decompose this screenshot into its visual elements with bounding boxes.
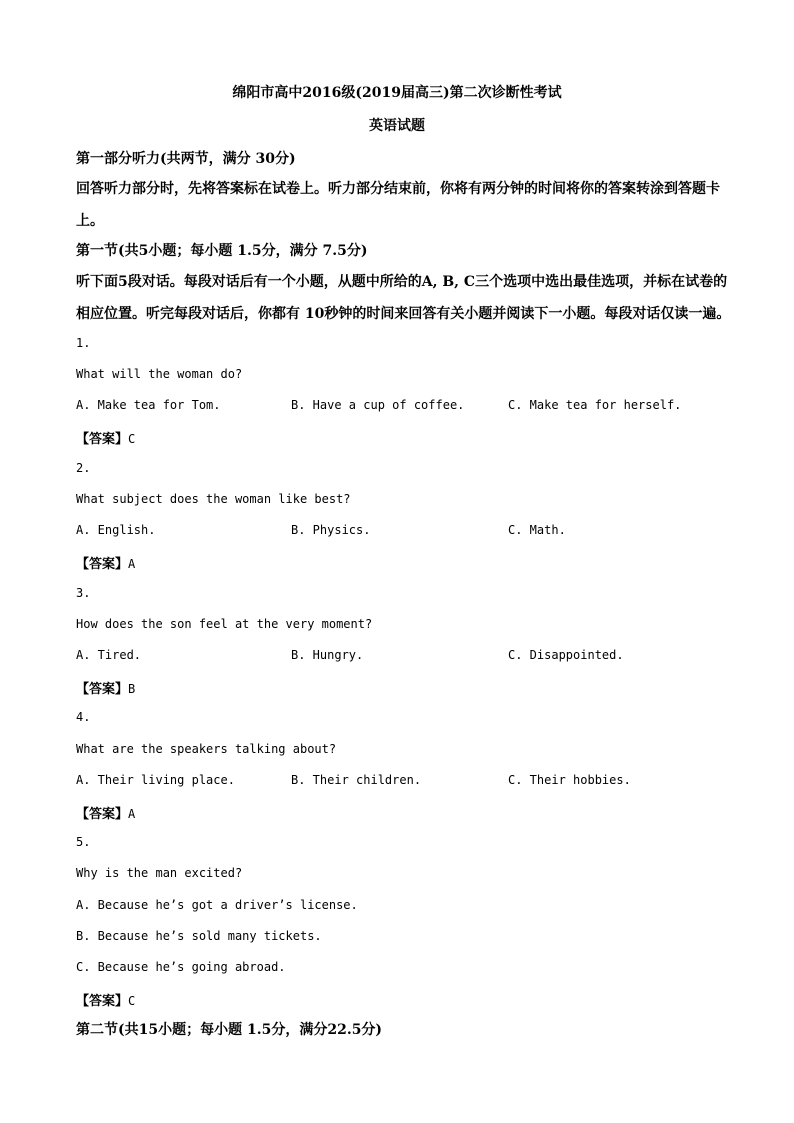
option-b: B. Their children. xyxy=(291,773,422,787)
option-a: A. Because he’s got a driver’s license. xyxy=(76,898,358,912)
answer-value: B xyxy=(128,682,136,696)
answer-line xyxy=(76,990,135,1009)
option-a: A. English. xyxy=(76,523,156,537)
answer-line xyxy=(76,678,135,697)
answer-line xyxy=(76,803,135,822)
question-text: What subject does the woman like best? xyxy=(76,492,351,506)
part1-heading: 第一部分听力(共两节，满分 30分) xyxy=(76,151,296,167)
section1-heading: 第一节(共5小题；每小题 1.5分，满分 7.5分) xyxy=(76,243,368,259)
part1-instruction-line1: 回答听力部分时，先将答案标在试卷上。听力部分结束前，你将有两分钟的时间将你的答案转涂到答题卡 xyxy=(76,181,720,197)
answer-label: 【答案】 xyxy=(76,682,129,697)
question-text: Why is the man excited? xyxy=(76,866,243,880)
answer-value: C xyxy=(128,994,136,1008)
question-number: 5. xyxy=(76,835,91,849)
question-text: What are the speakers talking about? xyxy=(76,742,337,756)
answer-line xyxy=(76,428,135,447)
answer-label: 【答案】 xyxy=(76,432,129,447)
question-number: 2. xyxy=(76,461,91,475)
answer-value: C xyxy=(128,432,136,446)
exam-subtitle: 英语试题 xyxy=(369,118,425,134)
section2-heading: 第二节(共15小题；每小题 1.5分，满分22.5分) xyxy=(76,1022,383,1038)
section1-instruction-line2: 相应位置。听完每段对话后，你都有 10秒钟的时间来回答有关小题并阅读下一小题。每段对话仅读一遍。 xyxy=(76,306,731,322)
question-number: 4. xyxy=(76,710,91,724)
option-c: C. Make tea for herself. xyxy=(508,398,682,412)
part1-instruction-line2: 上。 xyxy=(76,213,104,229)
option-c: C. Because he’s going abroad. xyxy=(76,960,286,974)
option-b: B. Have a cup of coffee. xyxy=(291,398,465,412)
question-number: 3. xyxy=(76,586,91,600)
option-a: A. Tired. xyxy=(76,648,142,662)
answer-label: 【答案】 xyxy=(76,807,129,822)
answer-value: A xyxy=(128,557,136,571)
option-c: C. Their hobbies. xyxy=(508,773,631,787)
option-a: A. Their living place. xyxy=(76,773,235,787)
option-b: B. Hungry. xyxy=(291,648,364,662)
question-text: What will the woman do? xyxy=(76,367,243,381)
answer-label: 【答案】 xyxy=(76,557,129,572)
question-text: How does the son feel at the very moment? xyxy=(76,617,373,631)
option-c: C. Disappointed. xyxy=(508,648,624,662)
option-c: C. Math. xyxy=(508,523,566,537)
answer-line xyxy=(76,553,135,572)
option-b: B. Physics. xyxy=(291,523,371,537)
exam-title: 绵阳市高中2016级(2019届高三)第二次诊断性考试 xyxy=(232,85,562,101)
answer-label: 【答案】 xyxy=(76,994,129,1009)
option-b: B. Because he’s sold many tickets. xyxy=(76,929,322,943)
answer-value: A xyxy=(128,807,136,821)
question-number: 1. xyxy=(76,336,91,350)
section1-instruction-line1: 听下面5段对话。每段对话后有一个小题，从题中所给的A, B, C三个选项中选出最佳选项，并标在试卷的 xyxy=(76,274,728,290)
option-a: A. Make tea for Tom. xyxy=(76,398,221,412)
